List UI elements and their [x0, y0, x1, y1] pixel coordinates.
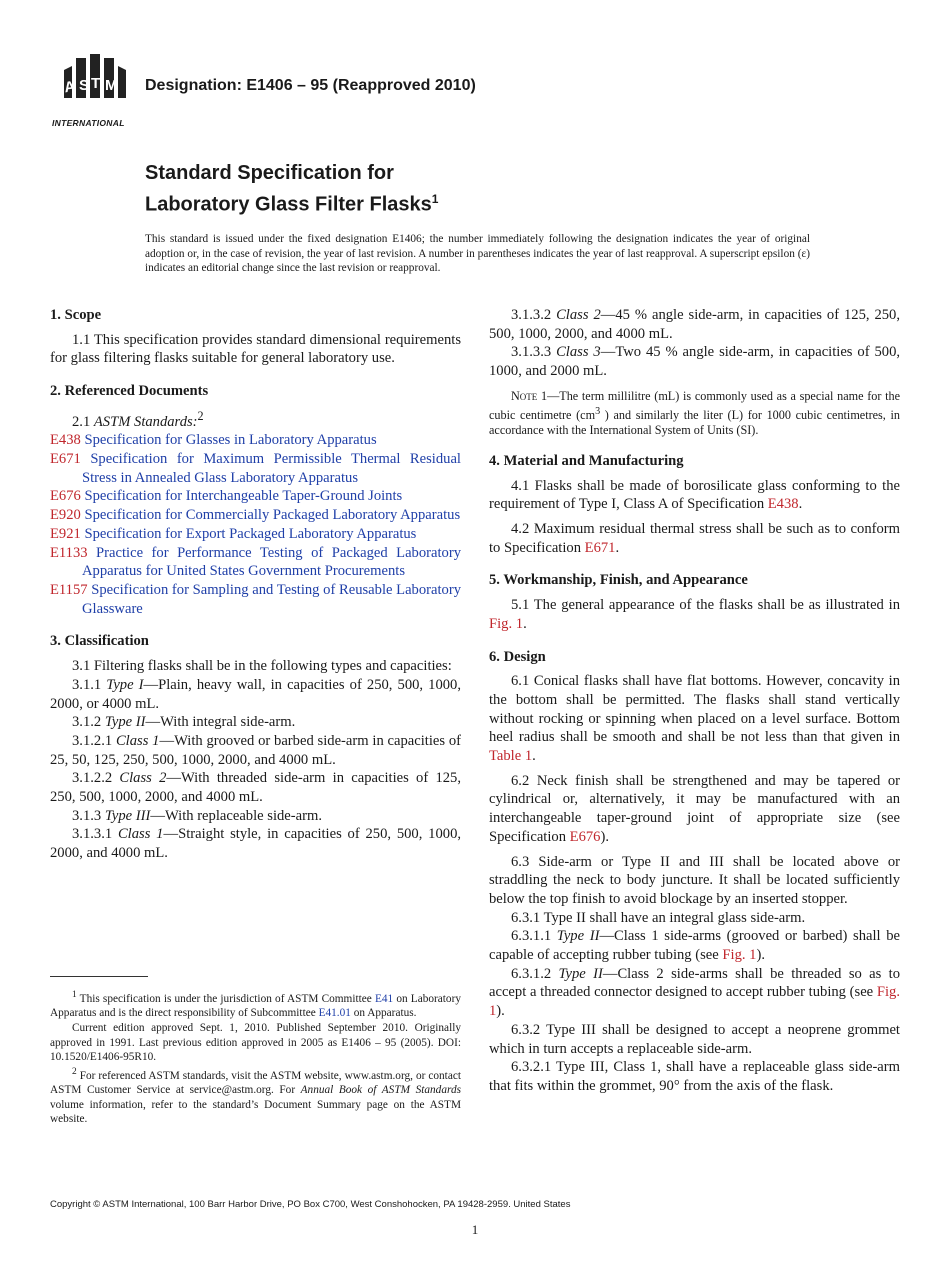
right-column	[489, 306, 900, 1096]
reference-item: E676 Specification for Interchangeable Taper-Ground Joints	[50, 488, 403, 505]
section-heading-referenced-documents: 2. Referenced Documents	[50, 383, 209, 400]
para-6-3-2: 6.3.2 Type III shall be designed to accept a neoprene grommet which in turn accepts a replaceable side-arm.	[489, 1021, 900, 1057]
para-6-3-1-1: 6.3.1.1 Type II—Class 1 side-arms (grooved or barbed) shall be capable of accepting rubber tubing (see Fig. 1).	[489, 928, 901, 964]
para-2-1: 2.1 ASTM Standards:$^2$	[72, 408, 204, 430]
link-table-1[interactable]: Table 1	[489, 748, 533, 765]
para-3-1-3-3: 3.1.3.3 Class 3—Two 45 % angle side-arm, in capacities of 500, 1000, and 2000 mL.	[489, 344, 901, 380]
subcommittee-link[interactable]: E41.01	[318, 1007, 351, 1020]
para-5-1: 5.1 The general appearance of the flasks shall be as illustrated in Fig. 1.	[489, 597, 900, 632]
para-6-3: 6.3 Side-arm or Type II and III shall be located above or straddling the neck to body juncture. It shall be located sufficiently below the top finish to avoid blockage by an inserted stopper.	[489, 853, 900, 907]
link-fig-1[interactable]: Fig. 1	[722, 947, 757, 964]
reference-item: E920 Specification for Commercially Packaged Laboratory Apparatus	[50, 507, 461, 524]
para-6-3-1: 6.3.1 Type II shall have an integral glass side-arm.	[511, 909, 806, 926]
note-1: Note 1—The term millilitre (mL) is commonly used as a special name for the cubic centimetre ($cm^3$ ) and similarly the liter (L) for 1000 cubic centimetres, in accordance with the International System of Units (SI).	[489, 388, 900, 437]
para-6-1: 6.1 Conical flasks shall have flat bottoms. However, concavity in the bottom shall be permitted. The flasks shall stand vertically without rocking or spinning when placed on a level surface. Bottom heel radius shall be smooth and shall be not less than that given in Table 1.	[489, 673, 900, 765]
reference-link[interactable]: E676	[50, 488, 81, 505]
reference-item: E1157 Specification for Sampling and Testing of Reusable Laboratory Glassware	[50, 582, 461, 617]
section-heading-material: 4. Material and Manufacturing	[489, 452, 684, 469]
committee-link[interactable]: E41	[374, 992, 394, 1005]
para-3-1-2: 3.1.2 Type II—With integral side-arm.	[72, 714, 296, 731]
astm-logo	[50, 52, 140, 132]
footnote-divider	[50, 976, 148, 977]
svg-text:T: T	[91, 75, 101, 92]
reference-item: E438 Specification for Glasses in Laboratory Apparatus	[50, 432, 377, 449]
reference-link[interactable]: E921	[50, 525, 81, 542]
para-6-3-2-1: 6.3.2.1 Type III, Class 1, shall have a replaceable glass side-arm that fits within the grommet, 90° from the axis of the flask.	[489, 1059, 900, 1094]
reference-link[interactable]: E920	[50, 507, 81, 524]
title-line1: Standard Specification for	[145, 162, 394, 184]
svg-text:S: S	[79, 77, 90, 94]
left-column	[50, 306, 461, 863]
section-heading-scope: 1. Scope	[50, 307, 102, 323]
link-e671[interactable]: E671	[584, 539, 616, 556]
reference-list	[50, 431, 461, 618]
para-4-2: 4.2 Maximum residual thermal stress shall be such as to conform to Specification E671.	[489, 520, 900, 556]
title-line2: Laboratory Glass Filter Flasks$^1$	[145, 192, 439, 216]
link-fig-1[interactable]: Fig. 1	[489, 615, 524, 632]
para-3-1-2-1: 3.1.2.1 Class 1—With grooved or barbed side-arm in capacities of 25, 50, 125, 250, 500, 1000, 2000, and 4000 mL.	[50, 732, 462, 768]
section-heading-classification: 3. Classification	[50, 633, 149, 650]
link-e676[interactable]: E676	[569, 828, 601, 845]
reference-link[interactable]: E1133	[50, 544, 88, 561]
reference-item: E1133 Practice for Performance Testing of Packaged Laboratory Apparatus for United States Government Procurements	[50, 544, 461, 580]
para-3-1-3: 3.1.3 Type III—With replaceable side-arm.	[72, 807, 322, 824]
page-number: 1	[471, 1222, 479, 1237]
para-3-1-1: 3.1.1 Type I—Plain, heavy wall, in capacities of 250, 500, 1000, 2000, or 4000 mL.	[50, 676, 462, 712]
svg-text:A: A	[63, 78, 77, 97]
para-3-1-3-1: 3.1.3.1 Class 1—Straight style, in capacities of 250, 500, 1000, 2000, and 4000 mL.	[50, 826, 462, 862]
footnote-ref-2[interactable]: 2	[197, 408, 204, 423]
reference-item: E921 Specification for Export Packaged Laboratory Apparatus	[50, 525, 417, 542]
footnote-2: $^2$ For referenced ASTM standards, visit the ASTM website, www.astm.org, or contact ASTM Customer Service at service@astm.org. For Annual Book of ASTM Standards volume information, refer to the standard’s Document Summary page on the ASTM website.	[50, 1066, 461, 1126]
svg-text:M: M	[105, 77, 118, 94]
document-title	[145, 160, 438, 218]
para-6-3-1-2: 6.3.1.2 Type II—Class 2 side-arms shall be threaded so as to accept a threaded connector designed to accept rubber tubing (see Fig. 1).	[489, 965, 901, 1020]
section-heading-design: 6. Design	[489, 648, 546, 665]
designation: Designation: E1406 – 95 (Reapproved 2010)	[145, 77, 476, 94]
reference-item: E671 Specification for Maximum Permissible Thermal Residual Stress in Annealed Glass Laboratory Apparatus	[50, 451, 461, 486]
para-1-1: 1.1 This specification provides standard dimensional requirements for glass filtering flasks suitable for general laboratory use.	[50, 331, 461, 367]
footnote-1: $^1$ This specification is under the jurisdiction of ASTM Committee E41 on Laboratory Apparatus and is the direct responsibility of Subcommittee E41.01 on Apparatus.	[50, 990, 461, 1020]
reference-link[interactable]: E671	[50, 451, 81, 468]
standard-notice: This standard is issued under the fixed designation E1406; the number immediately following the designation indicates the year of original adoption or, in the case of revision, the year of last revision. A number in parentheses indicates the year of last reapproval. A superscript epsilon (ε) indicates an editorial change since the last revision or reapproval.	[145, 233, 810, 274]
reference-link[interactable]: E1157	[50, 582, 88, 598]
para-6-2: 6.2 Neck finish shall be strengthened and may be tapered or cylindrical or, alternatively, it may be manufactured with an interchangeable taper-ground joint of appropriate size (see Specification E676).	[489, 772, 900, 845]
footnote-1-edition: Current edition approved Sept. 1, 2010. Published September 2010. Originally approved in 1991. Last previous edition approved in 2005 as E1406 – 95 (2005). DOI: 10.1520/E1406-95R10.	[50, 1021, 461, 1064]
para-3-1-2-2: 3.1.2.2 Class 2—With threaded side-arm in capacities of 125, 250, 500, 1000, 2000, and 4000 mL.	[50, 770, 461, 806]
logo-subtext: INTERNATIONAL	[52, 118, 125, 128]
reference-link[interactable]: E438	[50, 432, 81, 449]
para-3-1: 3.1 Filtering flasks shall be in the following types and capacities:	[72, 658, 452, 675]
copyright: Copyright © ASTM International, 100 Barr Harbor Drive, PO Box C700, West Conshohocken, PA 19428-2959. United States	[50, 1199, 571, 1210]
section-heading-workmanship: 5. Workmanship, Finish, and Appearance	[489, 572, 748, 589]
footnotes	[50, 988, 461, 1127]
link-e438[interactable]: E438	[767, 496, 799, 513]
link-fig-1[interactable]: Fig. 1	[489, 984, 900, 1020]
para-4-1: 4.1 Flasks shall be made of borosilicate glass conforming to the requirement of Type I, Class A of Specification E438.	[489, 477, 900, 513]
title-footnote-ref[interactable]: 1	[431, 192, 439, 206]
para-3-1-3-2: 3.1.3.2 Class 2—45 % angle side-arm, in capacities of 125, 250, 500, 1000, 2000, and 4000 mL.	[489, 307, 901, 342]
